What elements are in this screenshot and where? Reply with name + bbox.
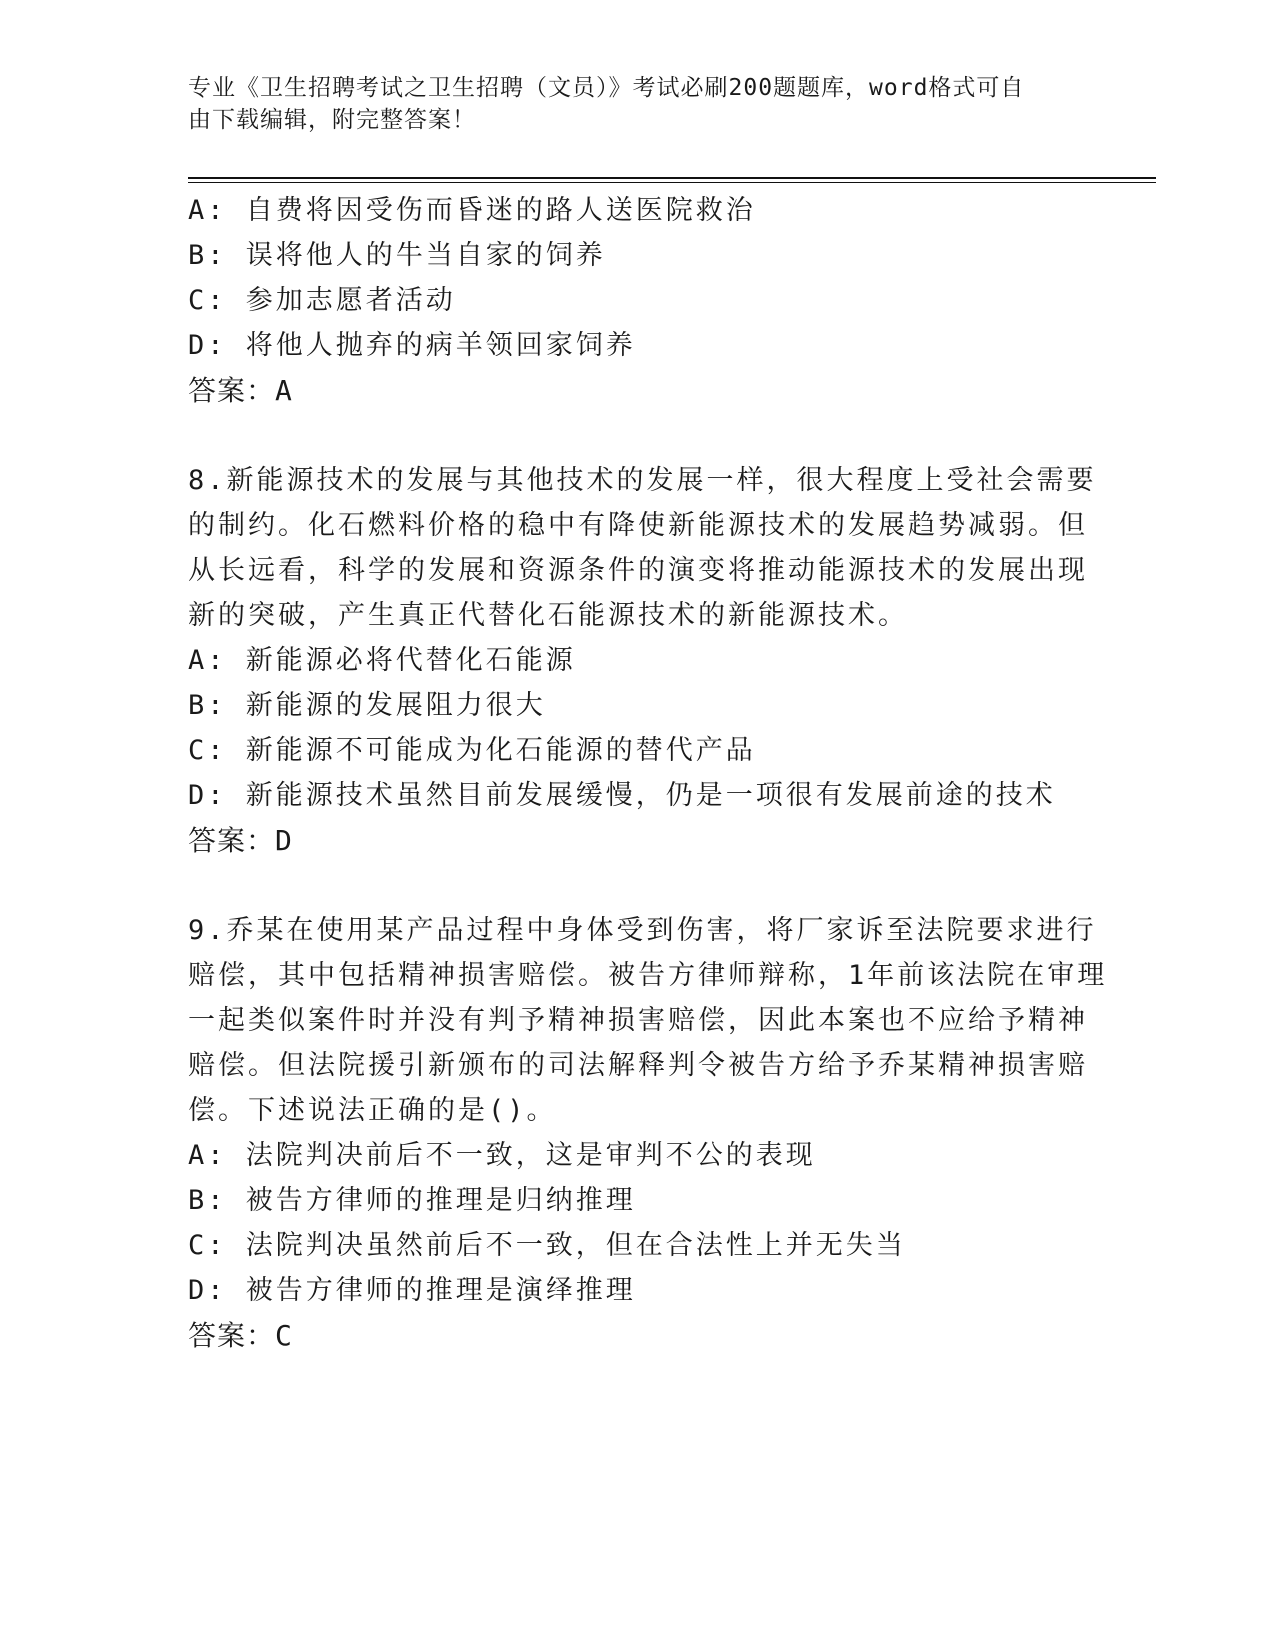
question-7	[188, 188, 1088, 413]
answer-label: 答案：	[188, 824, 276, 857]
header-divider-thick	[188, 177, 1156, 179]
answer-line	[188, 818, 1088, 863]
option-b: B: 误将他人的牛当自家的饲养	[188, 240, 606, 271]
option-a: A: 法院判决前后不一致，这是审判不公的表现	[188, 1140, 816, 1171]
header-line-1: 专业《卫生招聘考试之卫生招聘（文员）》考试必刷200题题库，word格式可自	[188, 75, 1025, 101]
option-a: A: 自费将因受伤而昏迷的路人送医院救治	[188, 195, 756, 226]
option-c: C: 参加志愿者活动	[188, 285, 456, 316]
question-stem-line: 赔偿，其中包括精神损害赔偿。被告方律师辩称，1年前该法院在审理	[188, 960, 1108, 991]
answer-line	[188, 368, 1088, 413]
option-d: D: 新能源技术虽然目前发展缓慢，仍是一项很有发展前途的技术	[188, 780, 1056, 811]
option-c: C: 新能源不可能成为化石能源的替代产品	[188, 735, 756, 766]
header-divider-thin	[188, 182, 1156, 183]
answer-value: C	[275, 1319, 293, 1352]
option-d: D: 被告方律师的推理是演绎推理	[188, 1275, 636, 1306]
question-9	[188, 908, 1108, 1358]
option-b: B: 新能源的发展阻力很大	[188, 690, 546, 721]
answer-value: A	[275, 374, 293, 407]
question-stem-line: 新的突破，产生真正代替化石能源技术的新能源技术。	[188, 600, 908, 631]
question-stem-line: 赔偿。但法院援引新颁布的司法解释判令被告方给予乔某精神损害赔	[188, 1050, 1088, 1081]
question-stem-line: 8.新能源技术的发展与其他技术的发展一样，很大程度上受社会需要	[188, 465, 1097, 496]
question-stem-line: 的制约。化石燃料价格的稳中有降使新能源技术的发展趋势减弱。但	[188, 510, 1088, 541]
question-stem-line: 一起类似案件时并没有判予精神损害赔偿，因此本案也不应给予精神	[188, 1005, 1088, 1036]
question-stem-line: 从长远看，科学的发展和资源条件的演变将推动能源技术的发展出现	[188, 555, 1088, 586]
option-b: B: 被告方律师的推理是归纳推理	[188, 1185, 636, 1216]
document-header	[188, 72, 1068, 136]
answer-label: 答案：	[188, 1319, 276, 1352]
answer-value: D	[275, 824, 293, 857]
question-list	[188, 188, 1108, 1358]
question-stem-line: 偿。下述说法正确的是()。	[188, 1095, 557, 1126]
question-8	[188, 458, 1097, 863]
option-c: C: 法院判决虽然前后不一致，但在合法性上并无失当	[188, 1230, 906, 1261]
header-line-2: 由下载编辑，附完整答案！	[188, 107, 476, 133]
answer-label: 答案：	[188, 374, 276, 407]
answer-line	[188, 1313, 1088, 1358]
option-d: D: 将他人抛弃的病羊领回家饲养	[188, 330, 636, 361]
option-a: A: 新能源必将代替化石能源	[188, 645, 576, 676]
spacer	[188, 413, 1088, 458]
question-stem-line: 9.乔某在使用某产品过程中身体受到伤害，将厂家诉至法院要求进行	[188, 915, 1097, 946]
spacer	[188, 863, 1088, 908]
